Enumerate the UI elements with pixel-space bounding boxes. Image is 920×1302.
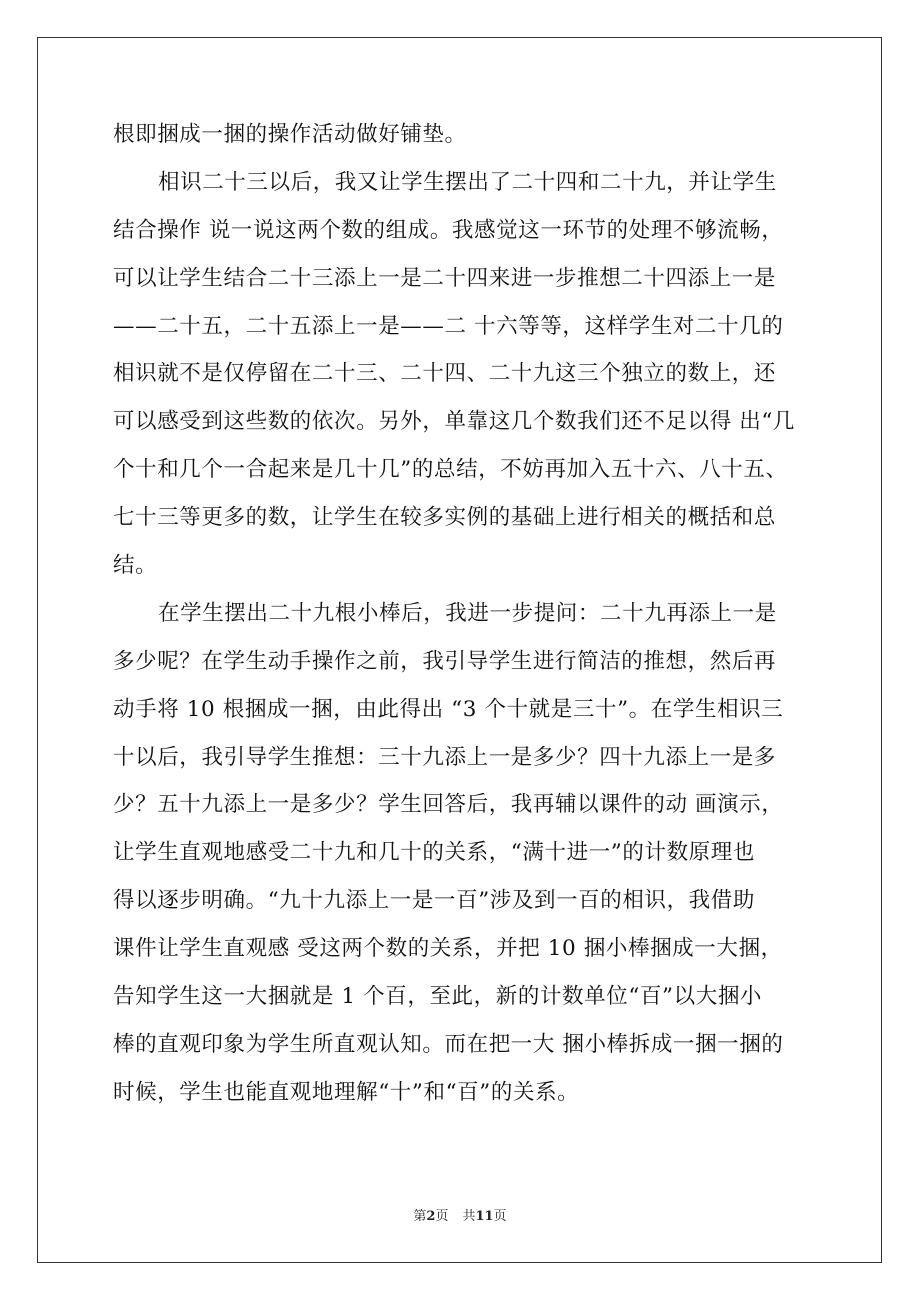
paragraph-line: 相识二十三以后，我又让学生摆出了二十四和二十九，并让学生 — [158, 169, 777, 195]
paragraph-line: 根即捆成一捆的操作活动做好铺垫。 — [113, 122, 467, 147]
paragraph-line: 动手将 10 根捆成一捆，由此得出 “3 个十就是三十”。在学生相识三 — [113, 696, 784, 722]
page-footer — [0, 1205, 920, 1224]
paragraph-line: 棒的直观印象为学生所直观认知。而在把一大 捆小棒拆成一捆一捆的 — [113, 1031, 784, 1057]
total-page-count: 11 — [475, 1209, 494, 1224]
paragraph-line: 在学生摆出二十九根小棒后，我进一步提问：二十九再添上一是 — [158, 600, 777, 626]
paragraph-line: 可以让学生结合二十三添上一是二十四来进一步推想二十四添上一是 — [113, 265, 777, 291]
paragraph-line: 多少呢？在学生动手操作之前，我引导学生进行简洁的推想，然后再 — [113, 648, 777, 674]
paragraph-line: 七十三等更多的数，让学生在较多实例的基础上进行相关的概括和总 — [113, 505, 777, 531]
paragraph-line: 课件让学生直观感 受这两个数的关系，并把 10 捆小棒捆成一大捆， — [113, 936, 783, 962]
paragraph-line: 少？五十九添上一是多少？学生回答后，我再辅以课件的动 画演示， — [113, 792, 784, 818]
total-label-suffix: 页 — [493, 1209, 507, 1224]
current-page-number: 2 — [426, 1209, 436, 1224]
paragraph-line: 结合操作 说一说这两个数的组成。我感觉这一环节的处理不够流畅， — [113, 217, 784, 243]
page-label-prefix: 第 — [413, 1209, 427, 1224]
document-body — [113, 111, 825, 1117]
page-label-suffix: 页 — [435, 1209, 449, 1224]
paragraph-line: 个十和几个一合起来是几十几”的总结，不妨再加入五十六、八十五、 — [113, 457, 788, 483]
paragraph-line: 得以逐步明确。“九十九添上一是一百”涉及到一百的相识，我借助 — [113, 888, 755, 914]
paragraph-line: 结。 — [113, 553, 158, 579]
paragraph-line: 十以后，我引导学生推想：三十九添上一是多少？四十九添上一是多 — [113, 744, 777, 770]
paragraph-line: 相识就不是仅停留在二十三、二十四、二十九这三个独立的数上，还 — [113, 361, 777, 387]
paragraph-line: 告知学生这一大捆就是 1 个百，至此，新的计数单位“百”以大捆小 — [113, 984, 763, 1010]
paragraph-line: 时候，学生也能直观地理解“十”和“百”的关系。 — [113, 1079, 580, 1105]
paragraph-line: 让学生直观地感受二十九和几十的关系，“满十进一”的计数原理也 — [113, 840, 755, 866]
paragraph-line: ——二十五，二十五添上一是——二 十六等等，这样学生对二十几的 — [113, 313, 784, 339]
paragraph-line: 可以感受到这些数的依次。另外，单靠这几个数我们还不足以得 出“几 — [113, 409, 796, 435]
total-label-prefix: 共 — [462, 1209, 476, 1224]
